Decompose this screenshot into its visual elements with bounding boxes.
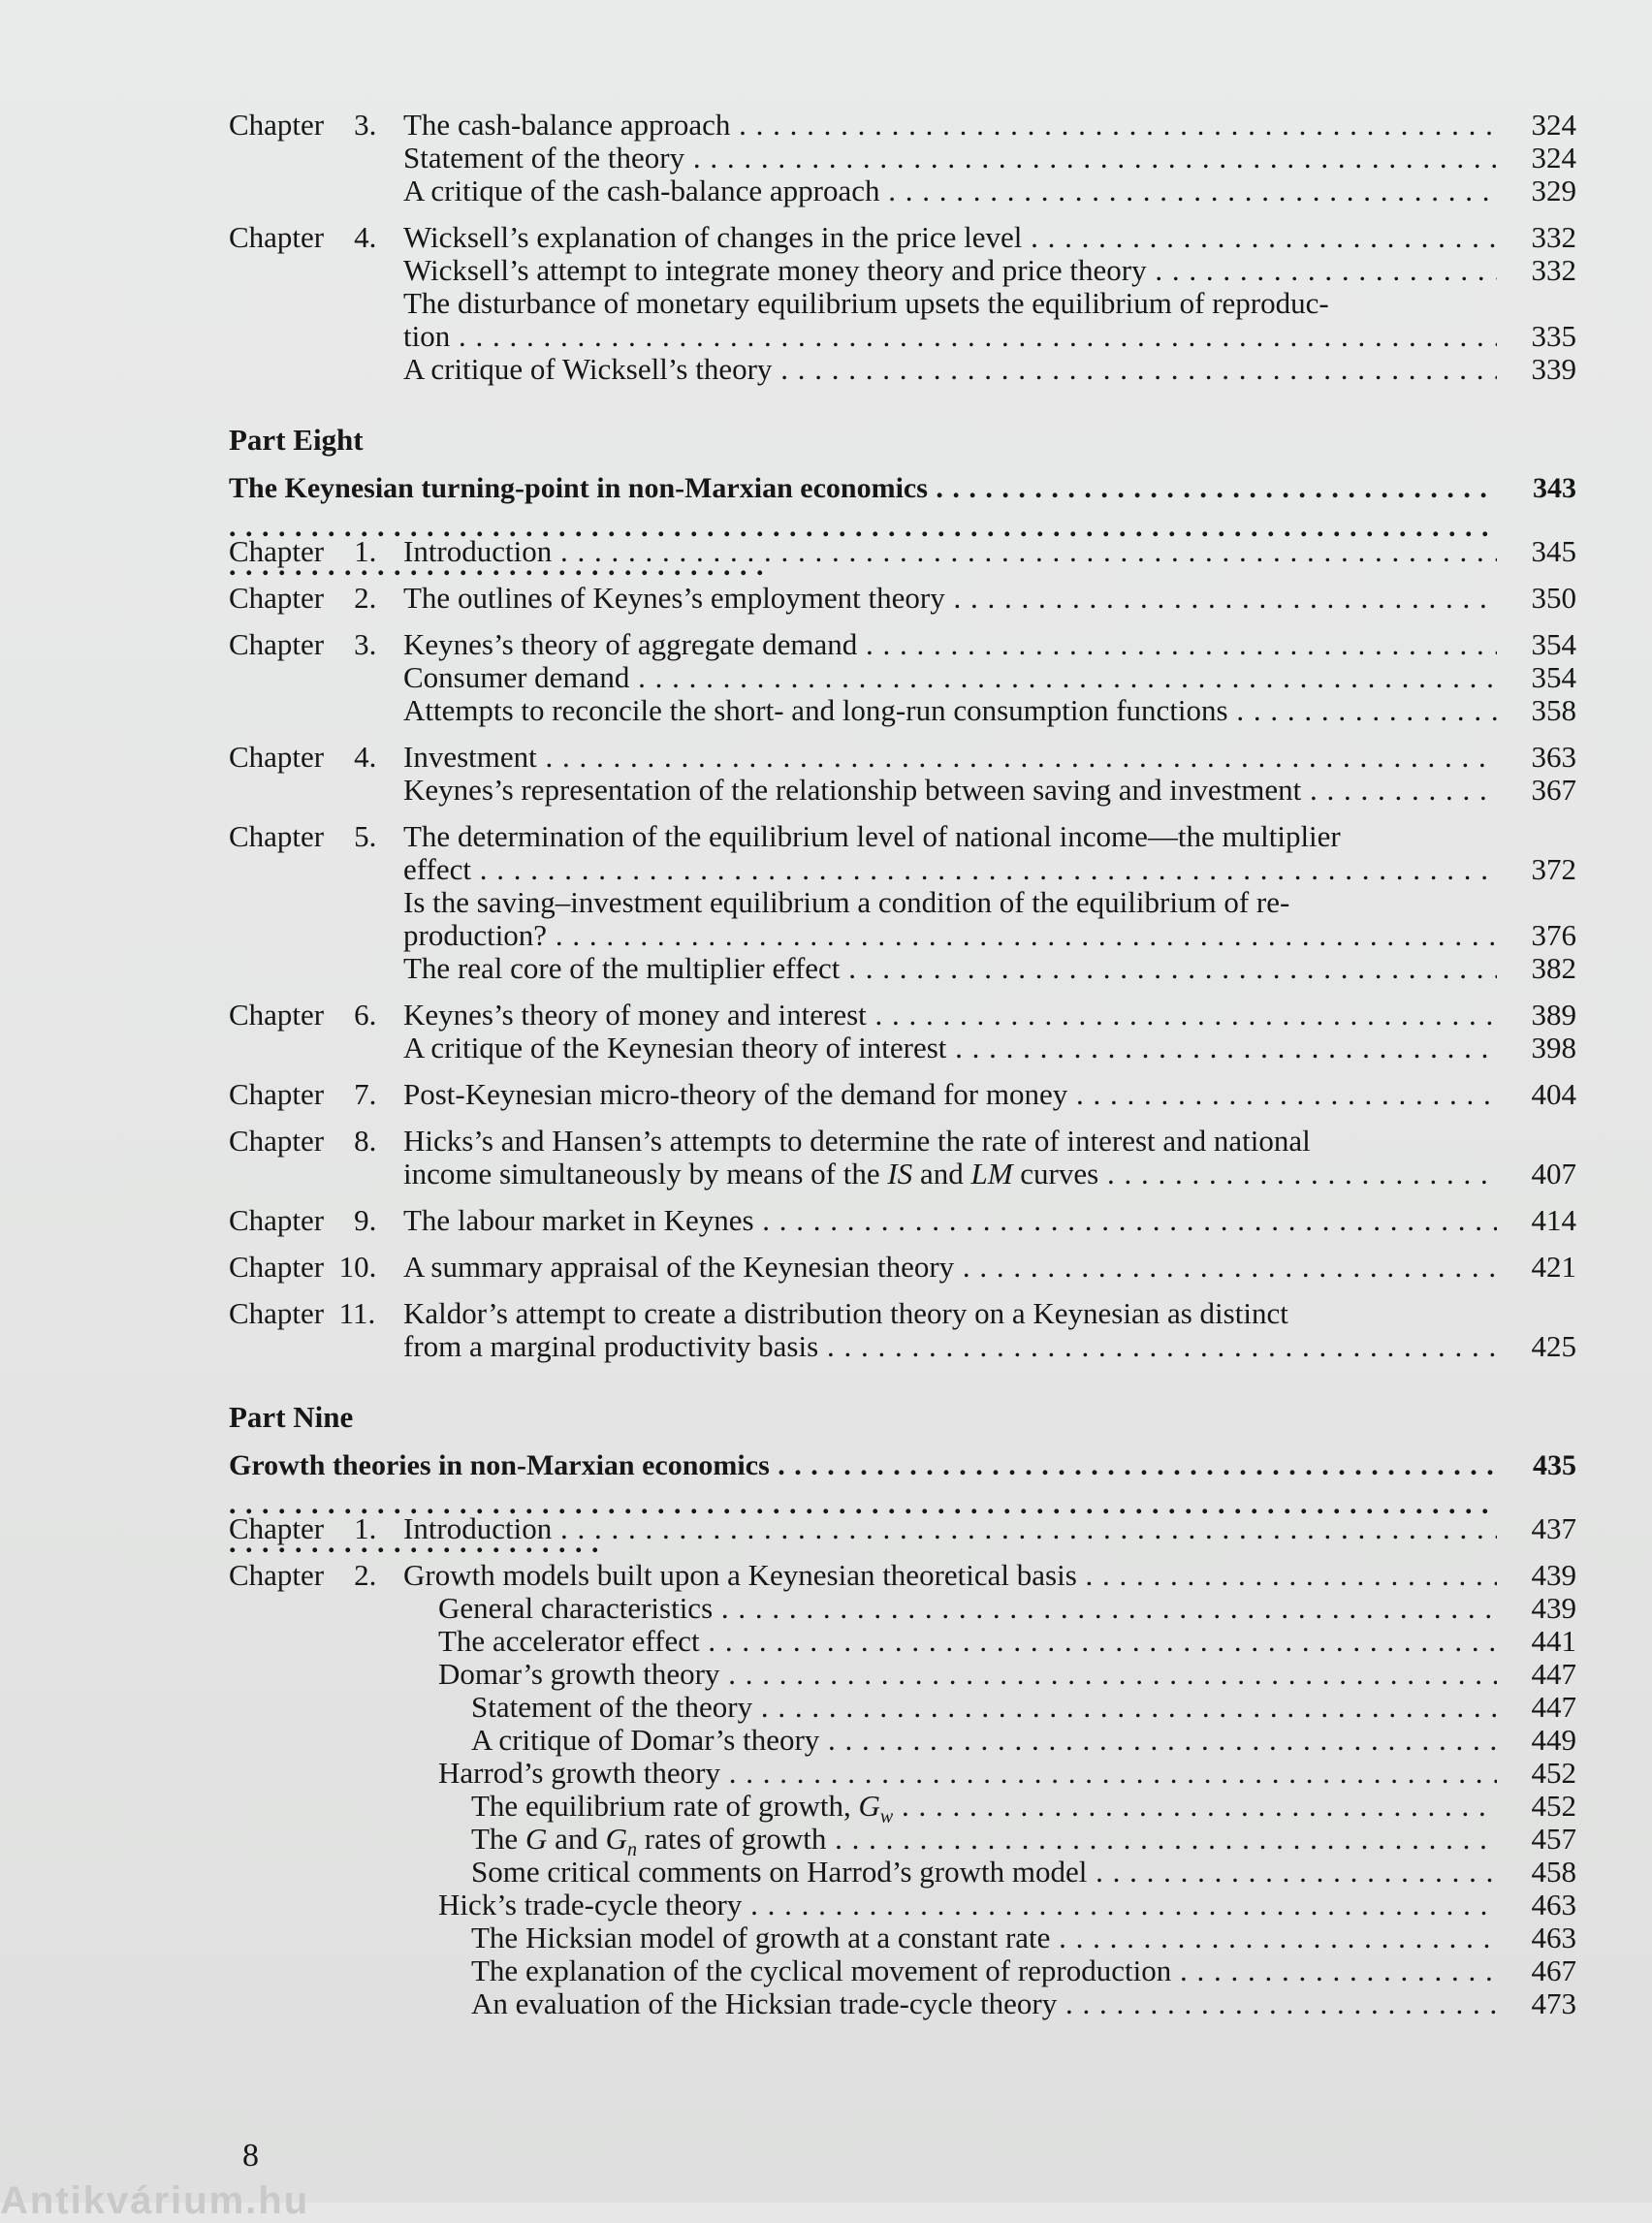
chapter-title-continued: effect . . . xyxy=(403,853,1497,886)
chapter-label: Chapter xyxy=(229,108,325,142)
chapter-title: The labour market in Keynes . . . xyxy=(403,1204,1497,1237)
chapter-number: 7. xyxy=(354,1077,377,1111)
subsection-title: The explanation of the cyclical movement of reproduction . . . xyxy=(471,1954,1497,1987)
chapter-title: The cash-balance approach . . . xyxy=(403,109,1497,142)
subsection-line xyxy=(229,287,1576,320)
chapter-line xyxy=(229,1251,1576,1284)
chapter-entry xyxy=(229,741,1576,807)
chapter-title: Growth models built upon a Keynesian theoretical basis . . . xyxy=(403,1559,1497,1592)
subsection-line xyxy=(229,1032,1576,1064)
page-number: 463 xyxy=(1531,1921,1576,1954)
page-number: 437 xyxy=(1531,1511,1576,1545)
page-number: 324 xyxy=(1531,108,1576,142)
page-number: 350 xyxy=(1531,581,1576,615)
page-number: 389 xyxy=(1531,998,1576,1032)
subsection-line xyxy=(229,175,1576,207)
chapter-number: 1. xyxy=(354,1511,377,1545)
page-number: 473 xyxy=(1531,1986,1576,2020)
page-number: 363 xyxy=(1531,740,1576,774)
chapter-line xyxy=(229,1204,1576,1237)
chapter-number: 6. xyxy=(354,998,377,1032)
part-subtitle: Growth theories in non-Marxian economics . . . 435 xyxy=(229,1446,1576,1485)
subsection-line xyxy=(229,254,1576,287)
table-of-contents xyxy=(229,109,1576,2055)
chapter-label: Chapter xyxy=(229,1203,325,1237)
page-number: 354 xyxy=(1531,627,1576,661)
subsection-title: Statement of the theory . . . xyxy=(471,1691,1497,1724)
subsection-title: Statement of the theory . . . xyxy=(403,142,1497,175)
chapter-entry xyxy=(229,1512,1576,1545)
page-number: 458 xyxy=(1531,1855,1576,1889)
chapter-entry xyxy=(229,582,1576,615)
page-number: 439 xyxy=(1531,1558,1576,1592)
subsection-title: A critique of the Keynesian theory of interest . . . xyxy=(403,1032,1497,1064)
chapter-title: Introduction . . . xyxy=(403,535,1497,568)
chapter-entry xyxy=(229,628,1576,727)
page-number: 339 xyxy=(1531,352,1576,386)
subsection-title: The equilibrium rate of growth, $G_w$ . . . xyxy=(471,1790,1497,1833)
chapter-title: The outlines of Keynes’s employment theory . . . xyxy=(403,582,1497,615)
chapter-entry xyxy=(229,1078,1576,1111)
chapter-title-continued: from a marginal productivity basis . . . xyxy=(403,1330,1497,1363)
subsection-line xyxy=(229,1789,1576,1828)
watermark: Antikvárium.hu xyxy=(0,2179,310,2222)
subsection-line xyxy=(229,353,1576,386)
page-number: 358 xyxy=(1531,693,1576,727)
page-number: 329 xyxy=(1531,174,1576,207)
subsection-title: The G and $G_n$ rates of growth . . . xyxy=(471,1823,1497,1866)
chapter-line xyxy=(229,1297,1576,1330)
subsection-line xyxy=(229,694,1576,727)
part-heading: Part Eight xyxy=(229,423,364,457)
subsection-line xyxy=(229,1921,1576,1954)
chapter-line xyxy=(229,109,1576,142)
chapter-title: Introduction . . . xyxy=(403,1512,1497,1545)
subsection-line xyxy=(229,1856,1576,1889)
subsection-title: The accelerator effect . . . xyxy=(438,1625,1497,1658)
chapter-number: 1. xyxy=(354,534,377,568)
subsection-line xyxy=(229,142,1576,175)
page-number: 345 xyxy=(1531,534,1576,568)
page-number: 354 xyxy=(1531,660,1576,694)
subsection-title: A critique of Domar’s theory . . . xyxy=(471,1724,1497,1757)
page-number: 421 xyxy=(1531,1250,1576,1284)
chapter-list xyxy=(229,535,1576,1363)
chapter-entry xyxy=(229,1297,1576,1363)
subsection-line xyxy=(229,886,1576,919)
chapter-entry xyxy=(229,1204,1576,1237)
page-number: 343 xyxy=(1533,472,1576,504)
chapter-entry xyxy=(229,221,1576,386)
chapter-number: 8. xyxy=(354,1124,377,1158)
page-number: 335 xyxy=(1531,319,1576,353)
page-number: 407 xyxy=(1531,1157,1576,1191)
chapter-line xyxy=(229,1512,1576,1545)
chapter-line xyxy=(229,221,1576,254)
page-number: 447 xyxy=(1531,1657,1576,1691)
subsection-line xyxy=(229,1592,1576,1625)
page-number: 324 xyxy=(1531,141,1576,175)
page-number: 367 xyxy=(1531,773,1576,807)
page-number: 452 xyxy=(1531,1756,1576,1790)
chapter-entry xyxy=(229,1559,1576,2020)
part-nine xyxy=(229,1398,1576,2020)
subsection-line xyxy=(229,1658,1576,1691)
chapter-title: Keynes’s theory of aggregate demand . . . xyxy=(403,628,1497,661)
chapter-label: Chapter xyxy=(229,534,325,568)
subsection-title: Is the saving–investment equilibrium a condition of the equilibrium of re- xyxy=(403,886,1290,919)
page-number: 332 xyxy=(1531,253,1576,287)
chapter-title-continued: income simultaneously by means of the IS and LM curves . . . xyxy=(403,1158,1497,1191)
chapter-title: Kaldor’s attempt to create a distribution theory on a Keynesian as distinct xyxy=(403,1297,1288,1330)
page-number: 441 xyxy=(1531,1624,1576,1658)
page-number: 447 xyxy=(1531,1690,1576,1724)
page-number: 425 xyxy=(1531,1329,1576,1363)
subsection-title: A critique of Wicksell’s theory . . . xyxy=(403,353,1497,386)
chapter-label: Chapter xyxy=(229,581,325,615)
subsection-line xyxy=(229,320,1576,353)
subsection-line xyxy=(229,1724,1576,1757)
part-eight xyxy=(229,421,1576,1363)
subsection-title: Harrod’s growth theory . . . xyxy=(438,1757,1497,1790)
chapter-line xyxy=(229,1330,1576,1363)
page-number: 376 xyxy=(1531,918,1576,952)
page-number: 439 xyxy=(1531,1591,1576,1625)
subsection-title: Wicksell’s attempt to integrate money theory and price theory . . . xyxy=(403,254,1497,287)
chapter-number: 10. xyxy=(338,1250,377,1284)
chapter-number: 9. xyxy=(354,1203,377,1237)
subsection-title: Consumer demand . . . xyxy=(403,661,1497,694)
page-number: 452 xyxy=(1531,1789,1576,1823)
chapter-label: Chapter xyxy=(229,220,325,254)
chapter-line xyxy=(229,1078,1576,1111)
subsection-title: General characteristics . . . xyxy=(438,1592,1497,1625)
chapter-line xyxy=(229,1158,1576,1191)
chapter-list xyxy=(229,1512,1576,2020)
chapter-number: 2. xyxy=(354,1558,377,1592)
chapter-entry xyxy=(229,535,1576,568)
chapter-line xyxy=(229,1125,1576,1158)
chapter-title: Post-Keynesian micro-theory of the demand for money . . . xyxy=(403,1078,1497,1111)
chapter-label: Chapter xyxy=(229,998,325,1032)
subsection-title: The real core of the multiplier effect . . . xyxy=(403,952,1497,985)
chapter-label: Chapter xyxy=(229,819,325,853)
page-number: 414 xyxy=(1531,1203,1576,1237)
subsection-line xyxy=(229,661,1576,694)
chapter-number: 4. xyxy=(354,220,377,254)
chapter-label: Chapter xyxy=(229,740,325,774)
chapter-label: Chapter xyxy=(229,1511,325,1545)
subsection-line xyxy=(229,1625,1576,1658)
chapter-title: A summary appraisal of the Keynesian theory . . . xyxy=(403,1251,1497,1284)
chapter-line xyxy=(229,999,1576,1032)
page-footer-number: 8 xyxy=(242,2138,259,2174)
chapter-title: Wicksell’s explanation of changes in the price level . . . xyxy=(403,221,1497,254)
chapter-line xyxy=(229,535,1576,568)
subsection-title-continued: tion . . . xyxy=(403,320,1497,353)
subsection-title: Attempts to reconcile the short- and long-run consumption functions . . . xyxy=(403,694,1497,727)
subsection-line xyxy=(229,1691,1576,1724)
chapter-label: Chapter xyxy=(229,1296,325,1330)
chapter-entry xyxy=(229,1125,1576,1191)
part-subtitle: The Keynesian turning-point in non-Marxian economics . . . 343 xyxy=(229,469,1576,508)
subsection-line xyxy=(229,952,1576,985)
chapter-label: Chapter xyxy=(229,627,325,661)
chapter-line xyxy=(229,820,1576,853)
subsection-line xyxy=(229,774,1576,807)
chapter-number: 3. xyxy=(354,627,377,661)
chapter-number: 3. xyxy=(354,108,377,142)
page-number: 435 xyxy=(1533,1449,1576,1481)
page-number: 332 xyxy=(1531,220,1576,254)
chapter-line xyxy=(229,628,1576,661)
page-number: 382 xyxy=(1531,951,1576,985)
part-heading: Part Nine xyxy=(229,1400,354,1434)
top-section xyxy=(229,109,1576,386)
subsection-line xyxy=(229,919,1576,952)
subsection-title: Hick’s trade-cycle theory . . . xyxy=(438,1889,1497,1921)
page-number: 404 xyxy=(1531,1077,1576,1111)
chapter-label: Chapter xyxy=(229,1558,325,1592)
chapter-number: 5. xyxy=(354,819,377,853)
chapter-label: Chapter xyxy=(229,1124,325,1158)
chapter-line xyxy=(229,1559,1576,1592)
page-number: 372 xyxy=(1531,852,1576,886)
chapter-title: The determination of the equilibrium level of national income—the multiplier xyxy=(403,820,1341,853)
chapter-title: Investment . . . xyxy=(403,741,1497,774)
subsection-title-continued: production? . . . xyxy=(403,919,1497,952)
page-number: 463 xyxy=(1531,1888,1576,1921)
chapter-entry xyxy=(229,109,1576,207)
chapter-entry xyxy=(229,820,1576,985)
subsection-title: Some critical comments on Harrod’s growth model . . . xyxy=(471,1856,1497,1889)
page-number: 457 xyxy=(1531,1822,1576,1856)
subsection-title: The Hicksian model of growth at a constant rate . . . xyxy=(471,1921,1497,1954)
chapter-label: Chapter xyxy=(229,1077,325,1111)
page-number: 398 xyxy=(1531,1031,1576,1064)
chapter-entry xyxy=(229,1251,1576,1284)
subsection-title: A critique of the cash-balance approach . . . xyxy=(403,175,1497,207)
page-number: 449 xyxy=(1531,1723,1576,1757)
chapter-line xyxy=(229,582,1576,615)
subsection-title: An evaluation of the Hicksian trade-cycle theory . . . xyxy=(471,1987,1497,2020)
subsection-line xyxy=(229,1889,1576,1921)
subsection-title: Keynes’s representation of the relationship between saving and investment . . . xyxy=(403,774,1497,807)
chapter-line xyxy=(229,853,1576,886)
chapter-number: 4. xyxy=(354,740,377,774)
chapter-number: 2. xyxy=(354,581,377,615)
chapter-line xyxy=(229,741,1576,774)
chapter-title: Keynes’s theory of money and interest . . . xyxy=(403,999,1497,1032)
subsection-line xyxy=(229,1757,1576,1790)
chapter-number: 11. xyxy=(338,1296,376,1330)
page-number: 467 xyxy=(1531,1953,1576,1987)
subsection-title: Domar’s growth theory . . . xyxy=(438,1658,1497,1691)
chapter-title: Hicks’s and Hansen’s attempts to determine the rate of interest and national xyxy=(403,1125,1311,1158)
subsection-line xyxy=(229,1822,1576,1861)
subsection-line xyxy=(229,1954,1576,1987)
chapter-entry xyxy=(229,999,1576,1064)
subsection-line xyxy=(229,1987,1576,2020)
subsection-title: The disturbance of monetary equilibrium upsets the equilibrium of reproduc- xyxy=(403,287,1329,320)
chapter-label: Chapter xyxy=(229,1250,325,1284)
